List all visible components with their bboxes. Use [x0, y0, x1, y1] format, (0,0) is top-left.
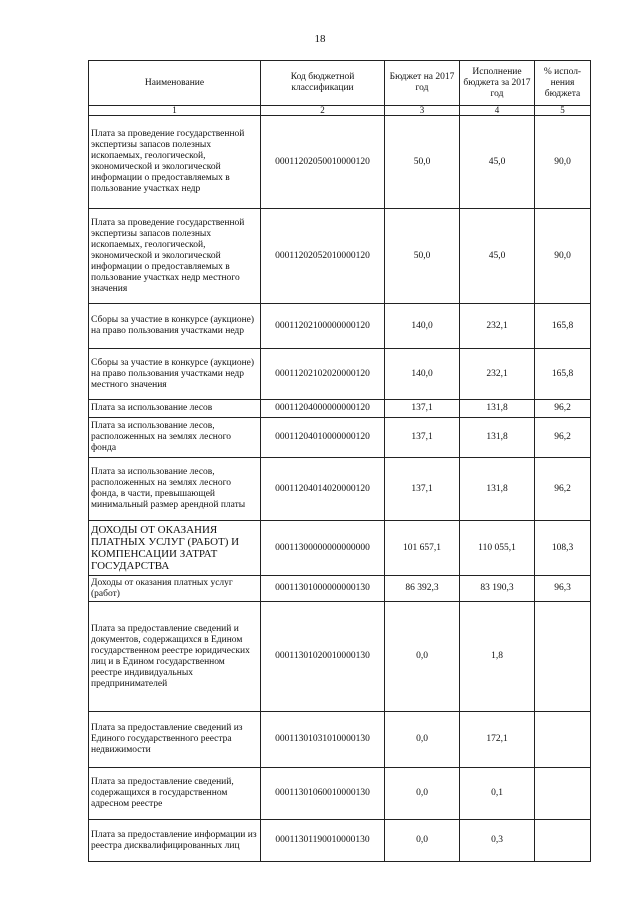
- table-row: [89, 349, 591, 400]
- column-number: 3: [385, 106, 460, 116]
- row-execution: 45,0: [460, 209, 535, 304]
- row-budget: 0,0: [385, 768, 460, 820]
- table-row: [89, 304, 591, 349]
- table-row: [89, 820, 591, 862]
- row-percent: [535, 820, 591, 862]
- table-row: [89, 576, 591, 602]
- row-execution: 172,1: [460, 712, 535, 768]
- row-code: 00011300000000000000: [261, 521, 385, 576]
- row-code: 00011202050010000120: [261, 116, 385, 209]
- row-name: Сборы за участие в конкурсе (аукционе) на право пользования участками недр: [89, 304, 261, 349]
- row-execution: 232,1: [460, 349, 535, 400]
- column-number: 4: [460, 106, 535, 116]
- row-percent: 165,8: [535, 304, 591, 349]
- row-name: Плата за проведение государственной экспертизы запасов полезных ископаемых, геологической, экономической и экологической информации о предоставляемых в пользование участках недр местного значения: [89, 209, 261, 304]
- row-execution: 131,8: [460, 458, 535, 521]
- row-budget: 0,0: [385, 602, 460, 712]
- row-budget: 50,0: [385, 209, 460, 304]
- row-budget: 140,0: [385, 304, 460, 349]
- row-code: 00011204000000000120: [261, 400, 385, 418]
- column-number: 1: [89, 106, 261, 116]
- row-execution: 110 055,1: [460, 521, 535, 576]
- row-name: Плата за использование лесов: [89, 400, 261, 418]
- row-code: 00011301031010000130: [261, 712, 385, 768]
- row-execution: 45,0: [460, 116, 535, 209]
- table-row: [89, 116, 591, 209]
- header-percent: % испол-нения бюджета: [535, 61, 591, 106]
- table-row: [89, 400, 591, 418]
- row-name: Плата за предоставление сведений из Единого государственного реестра недвижимости: [89, 712, 261, 768]
- row-budget: 86 392,3: [385, 576, 460, 602]
- row-percent: 96,2: [535, 400, 591, 418]
- row-name: Плата за проведение государственной экспертизы запасов полезных ископаемых, геологической, экономической и экологической информации о предоставляемых в пользование участках недр: [89, 116, 261, 209]
- row-execution: 131,8: [460, 418, 535, 458]
- row-name: Плата за предоставление сведений, содержащихся в государственном адресном реестре: [89, 768, 261, 820]
- row-budget: 50,0: [385, 116, 460, 209]
- row-code: 00011202100000000120: [261, 304, 385, 349]
- column-number: 2: [261, 106, 385, 116]
- header-execution: Исполнение бюджета за 2017 год: [460, 61, 535, 106]
- row-percent: 96,2: [535, 418, 591, 458]
- row-percent: [535, 602, 591, 712]
- row-budget: 137,1: [385, 400, 460, 418]
- row-percent: 165,8: [535, 349, 591, 400]
- table-row: [89, 521, 591, 576]
- row-execution: 0,1: [460, 768, 535, 820]
- row-name: Плата за предоставление информации из реестра дисквалифицированных лиц: [89, 820, 261, 862]
- row-code: 00011204010000000120: [261, 418, 385, 458]
- row-name: Доходы от оказания платных услуг (работ): [89, 576, 261, 602]
- row-percent: [535, 712, 591, 768]
- row-budget: 0,0: [385, 820, 460, 862]
- row-percent: 96,2: [535, 458, 591, 521]
- row-percent: 96,3: [535, 576, 591, 602]
- row-name: Плата за использование лесов, расположенных на землях лесного фонда, в части, превышающей минимальный размер арендной платы: [89, 458, 261, 521]
- header-name: Наименование: [89, 61, 261, 106]
- row-name: ДОХОДЫ ОТ ОКАЗАНИЯ ПЛАТНЫХ УСЛУГ (РАБОТ) И КОМПЕНСАЦИИ ЗАТРАТ ГОСУДАРСТВА: [89, 521, 261, 576]
- row-name: Сборы за участие в конкурсе (аукционе) на право пользования участками недр местного значения: [89, 349, 261, 400]
- row-budget: 137,1: [385, 418, 460, 458]
- row-code: 00011301000000000130: [261, 576, 385, 602]
- row-code: 00011204014020000120: [261, 458, 385, 521]
- row-code: 00011202052010000120: [261, 209, 385, 304]
- row-execution: 0,3: [460, 820, 535, 862]
- row-budget: 137,1: [385, 458, 460, 521]
- header-code: Код бюджетной классификации: [261, 61, 385, 106]
- row-budget: 101 657,1: [385, 521, 460, 576]
- row-code: 00011301020010000130: [261, 602, 385, 712]
- row-percent: 90,0: [535, 116, 591, 209]
- table-row: [89, 768, 591, 820]
- row-execution: 131,8: [460, 400, 535, 418]
- row-percent: 108,3: [535, 521, 591, 576]
- row-execution: 1,8: [460, 602, 535, 712]
- table-row: [89, 209, 591, 304]
- column-number-row: [89, 106, 591, 116]
- row-execution: 83 190,3: [460, 576, 535, 602]
- row-name: Плата за использование лесов, расположенных на землях лесного фонда: [89, 418, 261, 458]
- table-row: [89, 602, 591, 712]
- table-row: [89, 418, 591, 458]
- row-budget: 140,0: [385, 349, 460, 400]
- row-percent: [535, 768, 591, 820]
- row-budget: 0,0: [385, 712, 460, 768]
- column-number: 5: [535, 106, 591, 116]
- budget-table: [88, 60, 591, 862]
- table-row: [89, 712, 591, 768]
- header-row: [89, 61, 591, 106]
- row-code: 00011301060010000130: [261, 768, 385, 820]
- row-code: 00011202102020000120: [261, 349, 385, 400]
- row-name: Плата за предоставление сведений и документов, содержащихся в Едином государственном реестре юридических лиц и в Едином государственном реестре индивидуальных предпринимателей: [89, 602, 261, 712]
- table-row: [89, 458, 591, 521]
- row-code: 00011301190010000130: [261, 820, 385, 862]
- page-number: 18: [314, 33, 326, 45]
- row-execution: 232,1: [460, 304, 535, 349]
- header-budget: Бюджет на 2017 год: [385, 61, 460, 106]
- row-percent: 90,0: [535, 209, 591, 304]
